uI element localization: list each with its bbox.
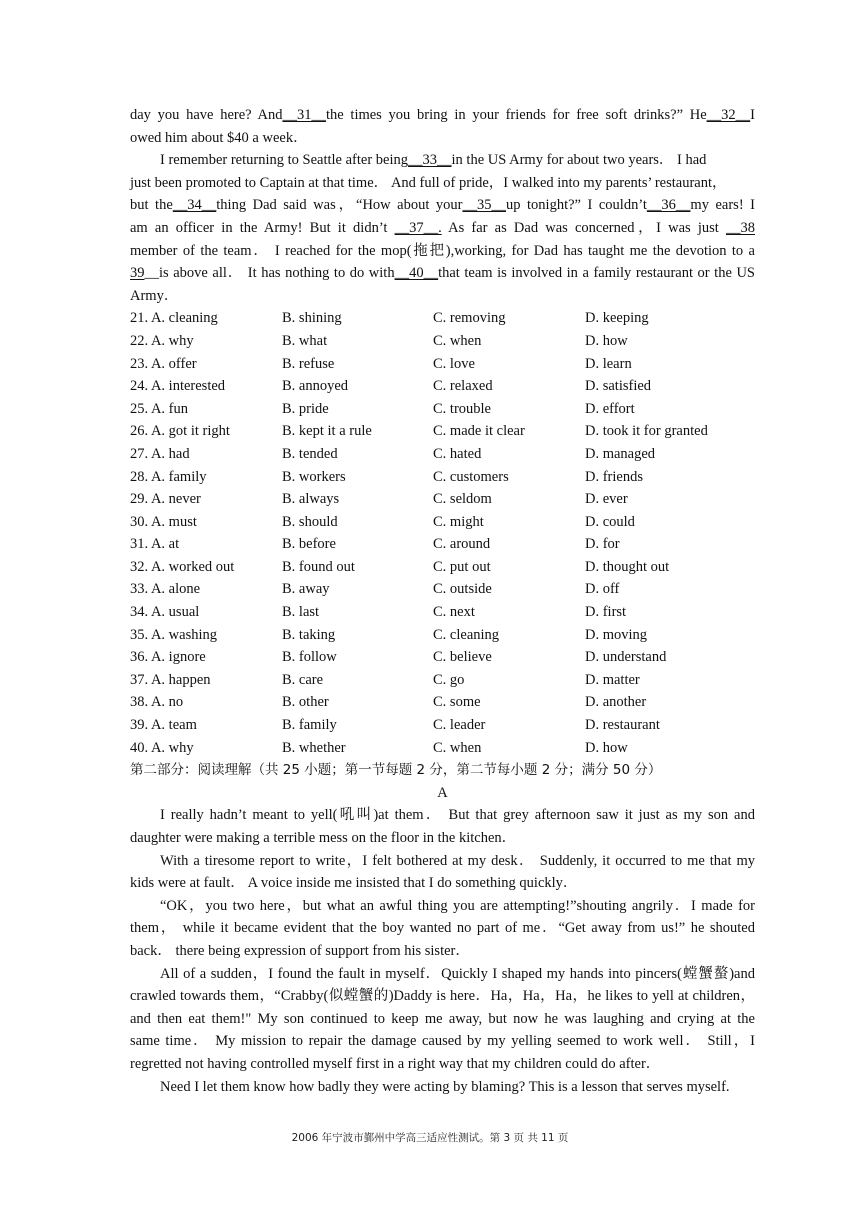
option-row-28 — [130, 466, 755, 489]
option-a: 35. A. washing — [130, 626, 217, 643]
option-d: D. friends — [585, 468, 643, 485]
option-row-23 — [130, 353, 755, 376]
option-c: C. outside — [433, 581, 492, 598]
option-d: D. learn — [585, 355, 632, 372]
option-c: C. believe — [433, 649, 492, 666]
option-b: B. other — [282, 694, 329, 711]
option-d: D. understand — [585, 649, 667, 666]
page-footer: 2006 年宁波市鄞州中学高三适应性测试。第 3 页 共 11 页 — [291, 1132, 569, 1144]
option-c: C. trouble — [433, 400, 491, 417]
passage-line: With a tiresome report to write，I felt bothered at my desk． Suddenly, it occurred to me that my — [160, 852, 755, 869]
option-row-33 — [130, 578, 755, 601]
option-d: D. how — [585, 739, 628, 756]
passage-line: back． there being expression of support from his sister． — [130, 942, 470, 959]
option-a: 22. A. why — [130, 332, 194, 349]
option-b: B. family — [282, 717, 337, 734]
blank-36: __36__ — [646, 197, 691, 214]
passage-line: them， while it became evident that the boy wanted no part of me．“Get away from us!” he shouted — [130, 920, 755, 937]
option-d: D. managed — [585, 445, 656, 462]
option-row-21 — [130, 307, 755, 330]
option-c: C. some — [433, 694, 481, 711]
option-a: 38. A. no — [130, 694, 184, 711]
option-d: D. for — [585, 536, 620, 553]
option-a: 37. A. happen — [130, 671, 211, 688]
option-b: B. refuse — [282, 355, 335, 372]
option-row-34 — [130, 601, 755, 624]
option-b: B. last — [282, 604, 320, 621]
option-c: C. when — [433, 739, 482, 756]
option-a: 31. A. at — [130, 536, 180, 553]
passage-line: just been promoted to Captain at that time． And full of pride，I walked into my parents’ restaurant， — [130, 174, 727, 191]
text-run: the times you bring in your friends for free soft drinks?” He — [325, 107, 707, 123]
option-row-32 — [130, 556, 755, 579]
option-d: D. matter — [585, 671, 640, 688]
option-d: D. how — [585, 332, 628, 349]
option-c: C. put out — [433, 558, 491, 575]
option-a: 34. A. usual — [130, 604, 200, 621]
option-d: D. could — [585, 513, 635, 530]
option-b: B. found out — [282, 558, 355, 575]
option-c: C. next — [433, 604, 475, 621]
blank-34: __34__ — [172, 197, 217, 214]
passage-line — [130, 217, 755, 240]
blank-33: __33__ — [408, 152, 452, 169]
option-b: B. whether — [282, 739, 346, 756]
text-run: As far as Dad was concerned，I was just — [441, 219, 726, 236]
option-d: D. another — [585, 694, 647, 711]
blank-38: __38 — [726, 219, 755, 236]
option-a: 27. A. had — [130, 445, 190, 462]
option-c: C. might — [433, 513, 484, 530]
option-b: B. before — [282, 536, 336, 553]
text-run: but the — [130, 197, 173, 214]
text-run: in the US Army for about two years． I had — [451, 152, 707, 169]
option-row-38 — [130, 691, 755, 714]
option-c: C. love — [433, 355, 475, 372]
passage-line — [130, 149, 755, 172]
passage-line: crawled towards them，“Crabby(似螳蟹的)Daddy is here．Ha，Ha，Ha，he likes to yell at children， — [130, 988, 755, 1005]
option-row-22 — [130, 330, 755, 353]
text-run: thing Dad said was，“How about your — [216, 197, 463, 214]
option-b: B. workers — [282, 468, 346, 485]
text-run: that team is involved in a family restaurant or the US — [438, 265, 755, 282]
option-d: D. thought out — [585, 558, 670, 575]
option-b: B. should — [282, 513, 338, 530]
option-d: D. restaurant — [585, 717, 660, 734]
option-d: D. satisfied — [585, 378, 652, 395]
passage-line: Need I let them know how badly they were acting by blaming? This is a lesson that serves myself. — [160, 1078, 730, 1095]
option-b: B. away — [282, 581, 330, 598]
option-d: D. ever — [585, 491, 628, 508]
option-row-26 — [130, 420, 755, 443]
section-heading: 第二部分：阅读理解（共 25 小题；第一节每题 2 分，第二节每小题 2 分；满分 50 分） — [130, 762, 662, 779]
option-a: 33. A. alone — [130, 581, 201, 598]
option-b: B. pride — [282, 400, 329, 417]
option-row-36 — [130, 646, 755, 669]
option-a: 30. A. must — [130, 513, 197, 530]
passage-line — [130, 104, 755, 127]
option-b: B. always — [282, 491, 340, 508]
text-run: am an officer in the Army! But it didn’t — [130, 219, 395, 236]
option-a: 29. A. never — [130, 491, 201, 508]
option-row-37 — [130, 669, 755, 692]
blank-32: __32__ — [706, 107, 751, 123]
option-b: B. annoyed — [282, 378, 349, 395]
option-b: B. follow — [282, 649, 337, 666]
option-a: 24. A. interested — [130, 378, 226, 395]
text-run: I — [750, 107, 755, 123]
option-d: D. took it for granted — [585, 423, 708, 440]
option-a: 36. A. ignore — [130, 649, 206, 666]
options-list — [130, 307, 755, 759]
option-row-25 — [130, 398, 755, 421]
text-run: day you have here? And — [130, 107, 283, 123]
passage-line: Army． — [130, 287, 179, 304]
option-a: 25. A. fun — [130, 400, 188, 417]
option-a: 26. A. got it right — [130, 423, 230, 440]
passage-line: All of a sudden，I found the fault in myself．Quickly I shaped my hands into pincers(螳蟹螯)and — [160, 965, 755, 982]
passage-line: owed him about $40 a week． — [130, 129, 308, 146]
option-d: D. off — [585, 581, 620, 598]
option-d: D. moving — [585, 626, 648, 643]
passage-line: and then eat them!" My son continued to keep me away, but now he was laughing and crying at the — [130, 1010, 755, 1027]
option-row-35 — [130, 624, 755, 647]
option-c: C. removing — [433, 310, 506, 327]
passage-line — [130, 262, 755, 285]
option-b: B. what — [282, 332, 328, 349]
blank-37: __37__. — [394, 219, 442, 236]
blank-35: __35__ — [462, 197, 506, 214]
option-a: 40. A. why — [130, 739, 194, 756]
option-b: B. shining — [282, 310, 342, 327]
option-row-31 — [130, 533, 755, 556]
option-a: 32. A. worked out — [130, 558, 235, 575]
option-c: C. relaxed — [433, 378, 493, 395]
option-d: D. effort — [585, 400, 635, 417]
option-c: C. go — [433, 671, 465, 688]
option-b: B. kept it a rule — [282, 423, 372, 440]
passage-line: member of the team． I reached for the mop(拖把),working, for Dad has taught me the devotion to a — [130, 242, 755, 259]
option-c: C. customers — [433, 468, 509, 485]
passage-line: kids were at fault． A voice inside me insisted that I do something quickly． — [130, 875, 578, 892]
option-d: D. keeping — [585, 310, 649, 327]
option-b: B. care — [282, 671, 324, 688]
passage-line: same time． My mission to repair the damage caused by my yelling seemed to work well． Still，I — [130, 1033, 755, 1050]
passage-line: “OK，you two here，but what an awful thing you are attempting!”shouting angrily．I made for — [160, 897, 755, 914]
option-b: B. taking — [282, 626, 336, 643]
option-d: D. first — [585, 604, 627, 621]
passage-label: A — [437, 784, 448, 801]
option-row-30 — [130, 511, 755, 534]
option-a: 23. A. offer — [130, 355, 197, 372]
text-run: I remember returning to Seattle after being — [160, 152, 409, 169]
option-b: B. tended — [282, 445, 338, 462]
page-content — [130, 104, 755, 1098]
option-c: C. leader — [433, 717, 486, 734]
passage-line: daughter were making a terrible mess on the floor in the kitchen． — [130, 830, 517, 846]
option-c: C. hated — [433, 445, 482, 462]
text-run: up tonight?” I couldn’t — [506, 197, 647, 214]
blank-40: __40__ — [394, 265, 439, 282]
option-row-24 — [130, 375, 755, 398]
option-row-27 — [130, 443, 755, 466]
option-c: C. made it clear — [433, 423, 525, 440]
option-row-40 — [130, 737, 755, 760]
option-row-29 — [130, 488, 755, 511]
option-row-39 — [130, 714, 755, 737]
passage-line — [130, 194, 755, 217]
blank-39: 39 — [130, 265, 145, 282]
blank-31: __31__ — [282, 107, 326, 123]
passage-line: I really hadn’t meant to yell(吼叫)at them． But that grey afternoon saw it just as my son and — [160, 807, 755, 824]
option-c: C. seldom — [433, 491, 492, 508]
option-a: 39. A. team — [130, 717, 197, 734]
option-c: C. when — [433, 332, 482, 349]
text-run: __is above all． It has nothing to do with — [144, 265, 395, 282]
text-run: my ears! I — [690, 197, 755, 214]
option-a: 21. A. cleaning — [130, 310, 218, 327]
passage-a — [130, 804, 755, 1098]
option-a: 28. A. family — [130, 468, 207, 485]
passage-line: regretted not having controlled myself first in a right way that my children could do after． — [130, 1055, 661, 1072]
option-c: C. cleaning — [433, 626, 500, 643]
option-c: C. around — [433, 536, 491, 553]
